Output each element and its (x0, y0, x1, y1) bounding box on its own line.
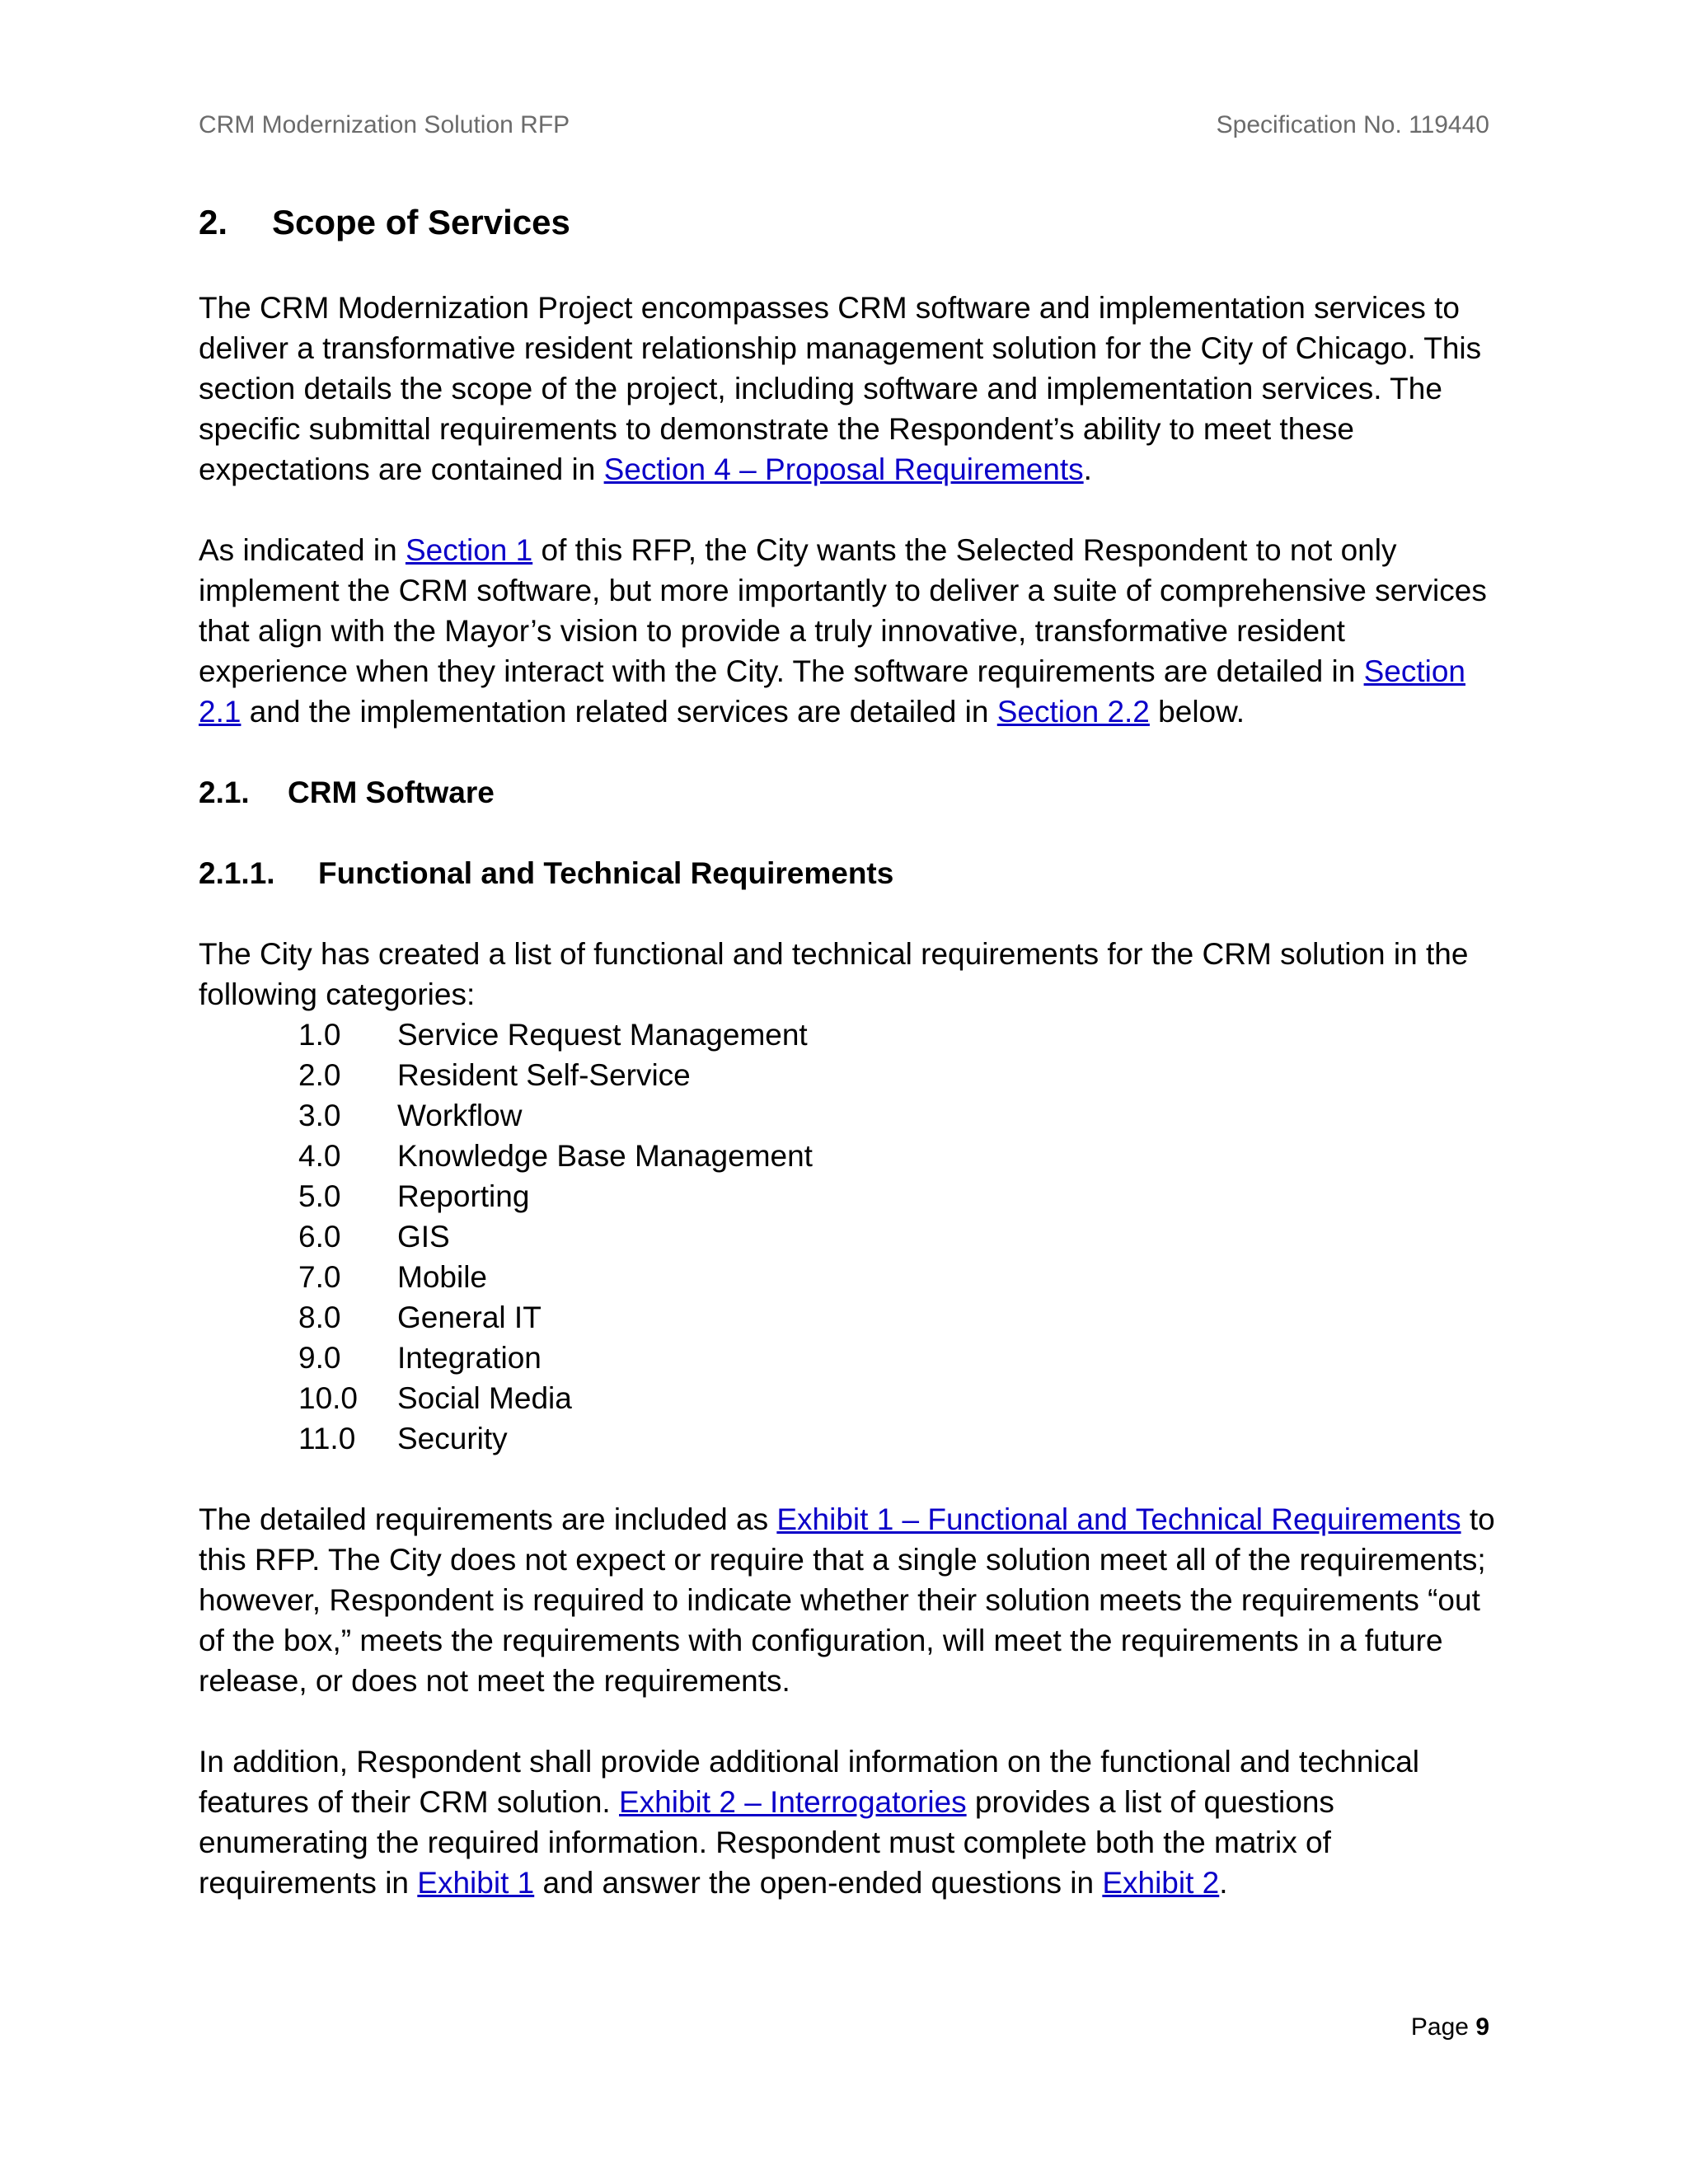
list-item (298, 1216, 1501, 1257)
subsubsection-title: Functional and Technical Requirements (318, 856, 894, 890)
list-item-label: Integration (397, 1341, 542, 1375)
list-item-label: Workflow (397, 1099, 523, 1132)
list-item-number: 8.0 (298, 1301, 341, 1334)
link-exhibit-2[interactable]: Exhibit 2 (1102, 1866, 1220, 1900)
header-spec-number: Specification No. 119440 (1216, 111, 1489, 138)
list-item (298, 1257, 1501, 1297)
paragraph-interrogatories (199, 1741, 1501, 1903)
list-item-label: Resident Self-Service (397, 1058, 691, 1092)
link-section-1[interactable]: Section 1 (405, 533, 533, 567)
list-item-label: Service Request Management (397, 1018, 808, 1052)
section-title: Scope of Services (272, 203, 570, 241)
list-item (298, 1095, 1501, 1136)
list-item (298, 1055, 1501, 1095)
link-section-2-1[interactable]: Section 2.1 (199, 654, 1466, 729)
link-exhibit-1[interactable]: Exhibit 1 (417, 1866, 535, 1900)
link-section-4[interactable]: Section 4 – Proposal Requirements (603, 452, 1084, 486)
section-number: 2. (199, 203, 228, 241)
link-exhibit-1-full[interactable]: Exhibit 1 – Functional and Technical Requirements (776, 1502, 1461, 1536)
list-item-label: Knowledge Base Management (397, 1139, 813, 1173)
paragraph-text: and answer the open-ended questions in (534, 1866, 1103, 1900)
list-item (298, 1136, 1501, 1176)
list-item-label: Social Media (397, 1381, 572, 1415)
paragraph-text: below. (1149, 695, 1245, 729)
list-item-number: 2.0 (298, 1058, 341, 1092)
paragraph-text: The CRM Modernization Project encompasses CRM software and implementation services to deliver a transformative resident relationship management solution for the City of Chicago. This section details the scope of the project, including software and implementation services. The specific submittal requirements to demonstrate the Respondent’s ability to meet these expectations are contained in (199, 291, 1482, 486)
paragraph-text: . (1083, 452, 1092, 486)
list-item-number: 10.0 (298, 1381, 359, 1415)
list-item-number: 3.0 (298, 1099, 341, 1132)
link-exhibit-2-full[interactable]: Exhibit 2 – Interrogatories (619, 1785, 967, 1819)
paragraph-text: In addition, Respondent shall provide additional information on the functional and technical features of their CRM solution. (199, 1745, 1419, 1819)
list-item (298, 1176, 1501, 1216)
subsubsection-heading (199, 853, 1501, 893)
list-item-number: 1.0 (298, 1018, 341, 1052)
list-item-label: Mobile (397, 1260, 487, 1294)
page-label: Page (1410, 2013, 1476, 2041)
paragraph-text: . (1219, 1866, 1228, 1900)
page-footer (1411, 2011, 1489, 2044)
paragraph-categories-intro: The City has created a list of functional and technical requirements for the CRM solution in the following categories: (199, 937, 1469, 1011)
list-item-number: 4.0 (298, 1139, 341, 1173)
paragraph-text: provides a list of questions enumerating the required information. Respondent must complete both the matrix of requirements in (199, 1785, 1334, 1900)
paragraph-detailed-requirements (199, 1499, 1501, 1701)
paragraph-text: The detailed requirements are included as (199, 1502, 777, 1536)
list-item-label: General IT (397, 1301, 542, 1334)
list-item (298, 1338, 1501, 1378)
list-item-number: 11.0 (298, 1422, 356, 1455)
paragraph-text: As indicated in (199, 533, 406, 567)
list-item-number: 9.0 (298, 1341, 341, 1375)
subsection-title: CRM Software (288, 776, 495, 809)
section-heading (199, 198, 1501, 247)
page-content (199, 198, 1501, 1943)
list-item (298, 1015, 1501, 1055)
list-item-number: 7.0 (298, 1260, 341, 1294)
subsection-number: 2.1. (199, 776, 250, 809)
list-item-label: Reporting (397, 1179, 530, 1213)
link-section-2-2[interactable]: Section 2.2 (996, 695, 1150, 729)
paragraph-text: to this RFP. The City does not expect or require that a single solution meet all of the requirements; however, Respondent is required to indicate whether their solution meets the requirements “out of the box,” meets the requirements with configuration, will meet the requirements in a future release, or does not meet the requirements. (199, 1502, 1495, 1698)
paragraph-text: and the implementation related services are detailed in (241, 695, 997, 729)
paragraph-vision (199, 530, 1501, 732)
paragraph-text: of this RFP, the City wants the Selected Respondent to not only implement the CRM software, but more importantly to deliver a suite of comprehensive services that align with the Mayor’s vision to provide a truly innovative, transformative resident experience when they interact with the City. The software requirements are detailed in (199, 533, 1487, 688)
list-item (298, 1297, 1501, 1338)
paragraph-scope-intro (199, 288, 1501, 490)
subsubsection-number: 2.1.1. (199, 856, 275, 890)
list-item (298, 1378, 1501, 1418)
list-item-number: 5.0 (298, 1179, 341, 1213)
list-item-label: Security (397, 1422, 508, 1455)
page-number: 9 (1475, 2013, 1489, 2041)
list-item-label: GIS (397, 1220, 450, 1254)
list-item-number: 6.0 (298, 1220, 341, 1254)
list-item (298, 1418, 1501, 1459)
category-list (199, 1015, 1501, 1459)
header-title: CRM Modernization Solution RFP (199, 111, 570, 138)
subsection-heading (199, 772, 1501, 813)
